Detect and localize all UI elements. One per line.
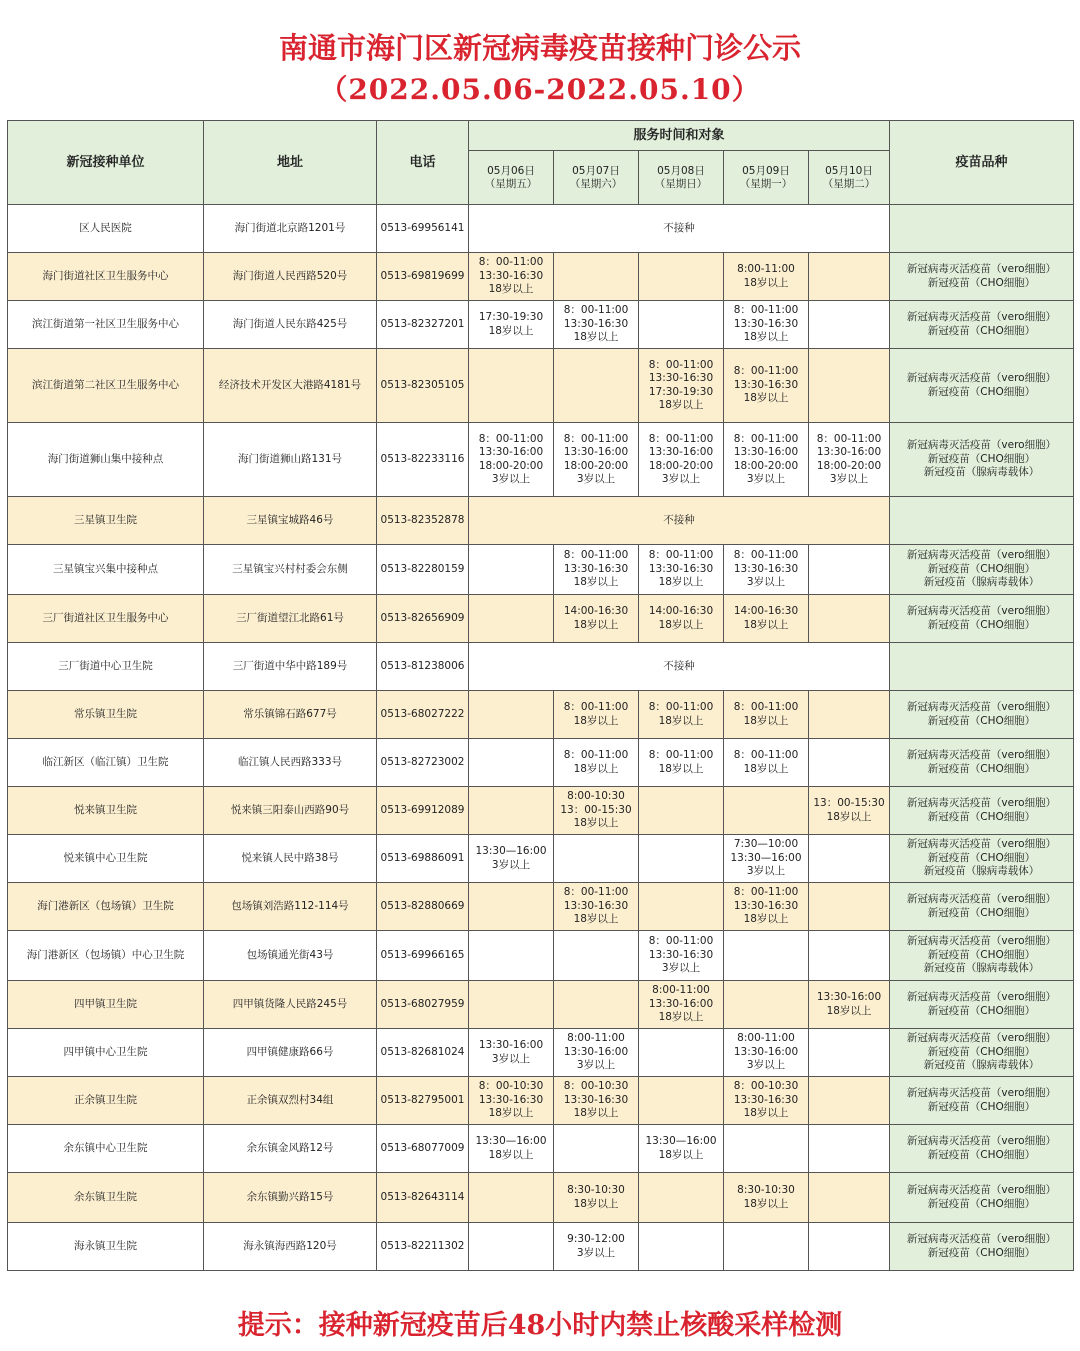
slot-cell (639, 787, 724, 835)
unit-cell: 滨江街道第二社区卫生服务中心 (8, 349, 204, 423)
table-row (8, 253, 1074, 301)
table-row (8, 883, 1074, 931)
slot-cell: 13:30—16:00 18岁以上 (469, 1125, 554, 1173)
slot-cell: 8：00-11:00 13:30-16:30 3岁以上 (724, 545, 809, 595)
slot-cell (809, 691, 890, 739)
slot-cell (554, 931, 639, 981)
slot-cell (469, 691, 554, 739)
phone-cell: 0513-68027222 (377, 691, 469, 739)
slot-cell (554, 981, 639, 1029)
phone-cell: 0513-82681024 (377, 1029, 469, 1077)
vaccine-cell (890, 643, 1074, 691)
slot-cell: 7:30—10:00 13:30—16:00 3岁以上 (724, 835, 809, 883)
slot-cell: 13:30-16:00 3岁以上 (469, 1029, 554, 1077)
slot-cell: 8：00-11:00 18岁以上 (554, 691, 639, 739)
table-row (8, 787, 1074, 835)
phone-cell: 0513-82280159 (377, 545, 469, 595)
slot-cell: 9:30-12:00 3岁以上 (554, 1223, 639, 1271)
phone-cell: 0513-68077009 (377, 1125, 469, 1173)
address-cell: 海门街道北京路1201号 (204, 205, 377, 253)
header-day: 05月09日 （星期一） (724, 151, 809, 205)
table-row (8, 595, 1074, 643)
slot-cell: 8：00-11:00 13:30-16:30 18岁以上 (554, 545, 639, 595)
address-cell: 悦来镇人民中路38号 (204, 835, 377, 883)
slot-cell (724, 787, 809, 835)
slot-cell (809, 545, 890, 595)
slot-cell (809, 739, 890, 787)
slot-cell (639, 1173, 724, 1223)
unit-cell: 海门街道社区卫生服务中心 (8, 253, 204, 301)
table-row (8, 205, 1074, 253)
table-row (8, 423, 1074, 497)
slot-cell (809, 349, 890, 423)
phone-cell: 0513-69912089 (377, 787, 469, 835)
address-cell: 海门街道人民东路425号 (204, 301, 377, 349)
vaccine-cell (890, 497, 1074, 545)
unit-cell: 滨江街道第一社区卫生服务中心 (8, 301, 204, 349)
address-cell: 临江镇人民西路333号 (204, 739, 377, 787)
address-cell: 余东镇勤兴路15号 (204, 1173, 377, 1223)
address-cell: 海门街道狮山路131号 (204, 423, 377, 497)
vaccine-cell: 新冠病毒灭活疫苗（vero细胞） 新冠疫苗（CHO细胞） (890, 739, 1074, 787)
header-unit: 新冠接种单位 (8, 121, 204, 205)
slot-cell: 8：00-11:00 18岁以上 (554, 739, 639, 787)
vaccine-cell: 新冠病毒灭活疫苗（vero细胞） 新冠疫苗（CHO细胞） 新冠疫苗（腺病毒载体） (890, 835, 1074, 883)
slot-cell (469, 1223, 554, 1271)
address-cell: 三厂街道中华中路189号 (204, 643, 377, 691)
vaccine-cell: 新冠病毒灭活疫苗（vero细胞） 新冠疫苗（CHO细胞） (890, 787, 1074, 835)
slot-cell (554, 835, 639, 883)
unit-cell: 常乐镇卫生院 (8, 691, 204, 739)
phone-cell: 0513-82643114 (377, 1173, 469, 1223)
address-cell: 四甲镇健康路66号 (204, 1029, 377, 1077)
unit-cell: 余东镇卫生院 (8, 1173, 204, 1223)
header-day: 05月08日 （星期日） (639, 151, 724, 205)
slot-cell (724, 1223, 809, 1271)
date-range: （2022.05.06-2022.05.10） (319, 73, 761, 106)
unit-cell: 临江新区（临江镇）卫生院 (8, 739, 204, 787)
phone-cell: 0513-82211302 (377, 1223, 469, 1271)
slot-cell (469, 349, 554, 423)
slot-cell (809, 1223, 890, 1271)
slot-cell: 8：00-11:00 18岁以上 (639, 739, 724, 787)
address-cell: 三星镇宝城路46号 (204, 497, 377, 545)
header-service: 服务时间和对象 (469, 121, 890, 151)
slot-cell: 8：00-11:00 18岁以上 (724, 739, 809, 787)
address-cell: 海门街道人民西路520号 (204, 253, 377, 301)
slot-cell (554, 349, 639, 423)
slot-cell: 8：00-11:00 13:30-16:30 3岁以上 (639, 931, 724, 981)
address-cell: 常乐镇锦石路677号 (204, 691, 377, 739)
slot-cell (724, 931, 809, 981)
table-row (8, 643, 1074, 691)
slot-cell: 8：00-11:00 13:30-16:30 18岁以上 (554, 301, 639, 349)
slot-cell: 13:30—16:00 18岁以上 (639, 1125, 724, 1173)
phone-cell: 0513-69886091 (377, 835, 469, 883)
table-row (8, 739, 1074, 787)
address-cell: 三星镇宝兴村村委会东侧 (204, 545, 377, 595)
slot-cell (809, 301, 890, 349)
slot-cell: 8：00-11:00 18岁以上 (639, 691, 724, 739)
table-row (8, 1223, 1074, 1271)
unit-cell: 三厂街道社区卫生服务中心 (8, 595, 204, 643)
table-row (8, 835, 1074, 883)
slot-cell (554, 253, 639, 301)
vaccine-cell: 新冠病毒灭活疫苗（vero细胞） 新冠疫苗（CHO细胞） (890, 1077, 1074, 1125)
address-cell: 悦来镇三阳泰山西路90号 (204, 787, 377, 835)
slot-cell: 17:30-19:30 18岁以上 (469, 301, 554, 349)
vaccine-cell: 新冠病毒灭活疫苗（vero细胞） 新冠疫苗（CHO细胞） 新冠疫苗（腺病毒载体） (890, 1029, 1074, 1077)
slot-cell (809, 1125, 890, 1173)
slot-cell: 14:00-16:30 18岁以上 (724, 595, 809, 643)
slot-cell (469, 595, 554, 643)
slot-cell (469, 787, 554, 835)
slot-cell: 8:00-11:00 18岁以上 (724, 253, 809, 301)
phone-cell: 0513-82880669 (377, 883, 469, 931)
slot-cell: 8:30-10:30 18岁以上 (554, 1173, 639, 1223)
vaccine-cell: 新冠病毒灭活疫苗（vero细胞） 新冠疫苗（CHO细胞） (890, 1173, 1074, 1223)
vaccine-cell: 新冠病毒灭活疫苗（vero细胞） 新冠疫苗（CHO细胞） (890, 595, 1074, 643)
slot-cell: 8：00-11:00 13:30-16:30 18岁以上 (724, 349, 809, 423)
slot-cell: 8：00-10:30 13:30-16:30 18岁以上 (724, 1077, 809, 1125)
page-title: 南通市海门区新冠病毒疫苗接种门诊公示 (278, 31, 801, 65)
unit-cell: 悦来镇卫生院 (8, 787, 204, 835)
header-address: 地址 (204, 121, 377, 205)
unit-cell: 余东镇中心卫生院 (8, 1125, 204, 1173)
unit-cell: 四甲镇卫生院 (8, 981, 204, 1029)
vaccine-cell (890, 205, 1074, 253)
phone-cell: 0513-68027959 (377, 981, 469, 1029)
vaccine-cell: 新冠病毒灭活疫苗（vero细胞） 新冠疫苗（CHO细胞） (890, 981, 1074, 1029)
vaccine-cell: 新冠病毒灭活疫苗（vero细胞） 新冠疫苗（CHO细胞） (890, 253, 1074, 301)
slot-cell: 8:00-11:00 13:30-16:00 18岁以上 (639, 981, 724, 1029)
slot-cell: 8：00-11:00 13:30-16:00 18:00-20:00 3岁以上 (554, 423, 639, 497)
slot-cell: 14:00-16:30 18岁以上 (639, 595, 724, 643)
slot-cell: 8:00-10:30 13：00-15:30 18岁以上 (554, 787, 639, 835)
closed-cell: 不接种 (469, 205, 890, 253)
unit-cell: 海门港新区（包场镇）中心卫生院 (8, 931, 204, 981)
slot-cell (639, 253, 724, 301)
unit-cell: 三厂街道中心卫生院 (8, 643, 204, 691)
vaccine-cell: 新冠病毒灭活疫苗（vero细胞） 新冠疫苗（CHO细胞） (890, 1125, 1074, 1173)
slot-cell (639, 301, 724, 349)
phone-cell: 0513-81238006 (377, 643, 469, 691)
header-day: 05月07日 （星期六） (554, 151, 639, 205)
vaccine-cell: 新冠病毒灭活疫苗（vero细胞） 新冠疫苗（CHO细胞） (890, 691, 1074, 739)
vaccine-cell: 新冠病毒灭活疫苗（vero细胞） 新冠疫苗（CHO细胞） 新冠疫苗（腺病毒载体） (890, 545, 1074, 595)
vaccine-cell: 新冠病毒灭活疫苗（vero细胞） 新冠疫苗（CHO细胞） (890, 349, 1074, 423)
table-row (8, 931, 1074, 981)
slot-cell (639, 1029, 724, 1077)
slot-cell (554, 1125, 639, 1173)
notice: 提示：接种新冠疫苗后48小时内禁止核酸采样检测 (237, 1310, 843, 1341)
slot-cell: 8：00-11:00 18岁以上 (724, 691, 809, 739)
unit-cell: 海门街道狮山集中接种点 (8, 423, 204, 497)
slot-cell (724, 981, 809, 1029)
slot-cell: 8：00-11:00 13:30-16:30 18岁以上 (469, 253, 554, 301)
table-row (8, 981, 1074, 1029)
slot-cell (809, 1029, 890, 1077)
table-row (8, 691, 1074, 739)
slot-cell: 8：00-11:00 13:30-16:30 18岁以上 (724, 883, 809, 931)
slot-cell (809, 1077, 890, 1125)
slot-cell (724, 1125, 809, 1173)
slot-cell (809, 883, 890, 931)
slot-cell: 8：00-11:00 13:30-16:00 18:00-20:00 3岁以上 (809, 423, 890, 497)
address-cell: 四甲镇货隆人民路245号 (204, 981, 377, 1029)
unit-cell: 三星镇卫生院 (8, 497, 204, 545)
address-cell: 海永镇海西路120号 (204, 1223, 377, 1271)
slot-cell (809, 253, 890, 301)
phone-cell: 0513-69966165 (377, 931, 469, 981)
phone-cell: 0513-82723002 (377, 739, 469, 787)
slot-cell: 13:30—16:00 3岁以上 (469, 835, 554, 883)
table-row (8, 497, 1074, 545)
closed-cell: 不接种 (469, 497, 890, 545)
phone-cell: 0513-82352878 (377, 497, 469, 545)
slot-cell (809, 595, 890, 643)
slot-cell (809, 1173, 890, 1223)
table-row (8, 1029, 1074, 1077)
unit-cell: 悦来镇中心卫生院 (8, 835, 204, 883)
address-cell: 余东镇金风路12号 (204, 1125, 377, 1173)
unit-cell: 三星镇宝兴集中接种点 (8, 545, 204, 595)
address-cell: 三厂街道望江北路61号 (204, 595, 377, 643)
table-row (8, 1173, 1074, 1223)
phone-cell: 0513-82233116 (377, 423, 469, 497)
vaccine-cell: 新冠病毒灭活疫苗（vero细胞） 新冠疫苗（CHO细胞） 新冠疫苗（腺病毒载体） (890, 931, 1074, 981)
table-row (8, 545, 1074, 595)
slot-cell: 14:00-16:30 18岁以上 (554, 595, 639, 643)
vaccine-cell: 新冠病毒灭活疫苗（vero细胞） 新冠疫苗（CHO细胞） (890, 1223, 1074, 1271)
slot-cell: 8：00-11:00 13:30-16:30 18岁以上 (724, 301, 809, 349)
table-body (8, 205, 1074, 1271)
clinic-schedule-table (7, 120, 1074, 1271)
table-row (8, 1077, 1074, 1125)
slot-cell: 8：00-11:00 13:30-16:00 18:00-20:00 3岁以上 (724, 423, 809, 497)
phone-cell: 0513-82327201 (377, 301, 469, 349)
slot-cell: 8：00-10:30 13:30-16:30 18岁以上 (469, 1077, 554, 1125)
table-row (8, 301, 1074, 349)
slot-cell: 8：00-11:00 13:30-16:30 17:30-19:30 18岁以上 (639, 349, 724, 423)
slot-cell: 13:30-16:00 18岁以上 (809, 981, 890, 1029)
slot-cell (469, 883, 554, 931)
slot-cell (639, 883, 724, 931)
slot-cell (639, 835, 724, 883)
slot-cell (639, 1223, 724, 1271)
slot-cell (469, 545, 554, 595)
phone-cell: 0513-82795001 (377, 1077, 469, 1125)
vaccine-cell: 新冠病毒灭活疫苗（vero细胞） 新冠疫苗（CHO细胞） (890, 301, 1074, 349)
unit-cell: 四甲镇中心卫生院 (8, 1029, 204, 1077)
phone-cell: 0513-69956141 (377, 205, 469, 253)
table-row (8, 349, 1074, 423)
unit-cell: 正余镇卫生院 (8, 1077, 204, 1125)
address-cell: 包场镇通光街43号 (204, 931, 377, 981)
slot-cell: 8:00-11:00 13:30-16:00 3岁以上 (554, 1029, 639, 1077)
closed-cell: 不接种 (469, 643, 890, 691)
slot-cell: 8：00-11:00 13:30-16:30 18岁以上 (639, 545, 724, 595)
unit-cell: 区人民医院 (8, 205, 204, 253)
slot-cell: 8：00-11:00 13:30-16:30 18岁以上 (554, 883, 639, 931)
slot-cell: 8：00-11:00 13:30-16:00 18:00-20:00 3岁以上 (469, 423, 554, 497)
slot-cell (469, 931, 554, 981)
slot-cell: 8：00-11:00 13:30-16:00 18:00-20:00 3岁以上 (639, 423, 724, 497)
header-day: 05月06日 （星期五） (469, 151, 554, 205)
vaccine-cell: 新冠病毒灭活疫苗（vero细胞） 新冠疫苗（CHO细胞） 新冠疫苗（腺病毒载体） (890, 423, 1074, 497)
slot-cell (469, 1173, 554, 1223)
slot-cell: 8:30-10:30 18岁以上 (724, 1173, 809, 1223)
header-day: 05月10日 （星期二） (809, 151, 890, 205)
phone-cell: 0513-82656909 (377, 595, 469, 643)
header-vaccine: 疫苗品种 (890, 121, 1074, 205)
slot-cell (469, 981, 554, 1029)
address-cell: 经济技术开发区大港路4181号 (204, 349, 377, 423)
header-phone: 电话 (377, 121, 469, 205)
slot-cell: 13：00-15:30 18岁以上 (809, 787, 890, 835)
slot-cell (639, 1077, 724, 1125)
slot-cell (469, 739, 554, 787)
address-cell: 正余镇双烈村34组 (204, 1077, 377, 1125)
vaccine-cell: 新冠病毒灭活疫苗（vero细胞） 新冠疫苗（CHO细胞） (890, 883, 1074, 931)
unit-cell: 海永镇卫生院 (8, 1223, 204, 1271)
phone-cell: 0513-82305105 (377, 349, 469, 423)
table-row (8, 1125, 1074, 1173)
address-cell: 包场镇刘浩路112-114号 (204, 883, 377, 931)
slot-cell (809, 931, 890, 981)
slot-cell: 8:00-11:00 13:30-16:00 3岁以上 (724, 1029, 809, 1077)
unit-cell: 海门港新区（包场镇）卫生院 (8, 883, 204, 931)
slot-cell (809, 835, 890, 883)
slot-cell: 8：00-10:30 13:30-16:30 18岁以上 (554, 1077, 639, 1125)
phone-cell: 0513-69819699 (377, 253, 469, 301)
